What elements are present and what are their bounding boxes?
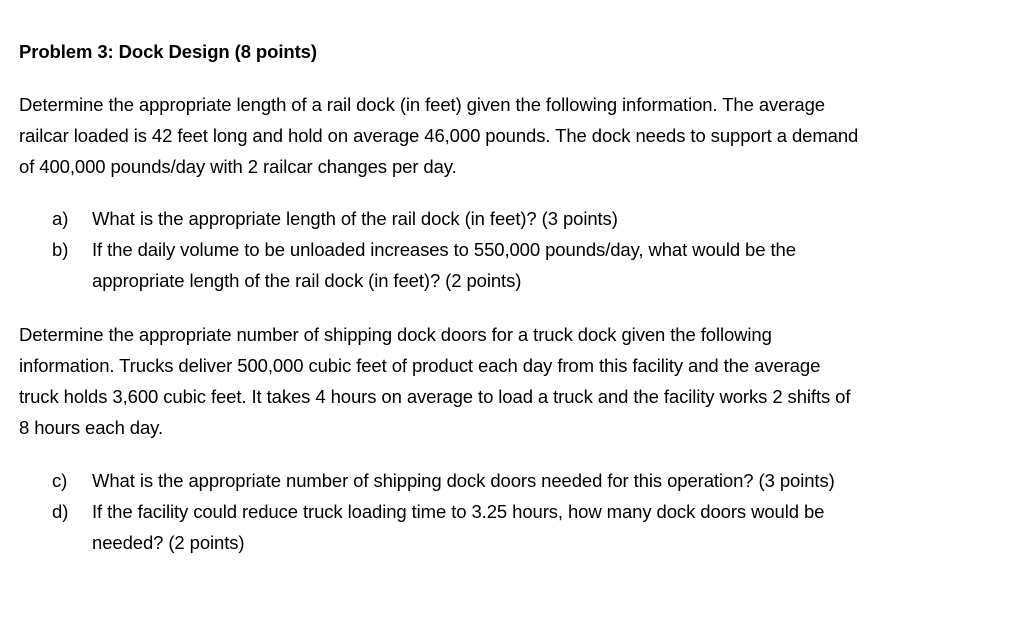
paragraph-line: 8 hours each day. bbox=[19, 417, 163, 438]
paragraph-line: truck holds 3,600 cubic feet. It takes 4 hours on average to load a truck and the facility works 2 shifts of bbox=[19, 386, 851, 407]
truck-dock-paragraph bbox=[19, 319, 1009, 443]
paragraph-line: Determine the appropriate number of shipping dock doors for a truck dock given the following bbox=[19, 324, 772, 345]
question-text: If the facility could reduce truck loading time to 3.25 hours, how many dock doors would be bbox=[92, 501, 825, 522]
paragraph-line: railcar loaded is 42 feet long and hold on average 46,000 pounds. The dock needs to support a demand bbox=[19, 125, 859, 146]
question-text: appropriate length of the rail dock (in feet)? (2 points) bbox=[92, 270, 522, 291]
question-text: needed? (2 points) bbox=[92, 532, 245, 553]
paragraph-line: of 400,000 pounds/day with 2 railcar changes per day. bbox=[19, 156, 457, 177]
question-a bbox=[19, 203, 1009, 234]
paragraph-line: information. Trucks deliver 500,000 cubic feet of product each day from this facility and the average bbox=[19, 355, 821, 376]
rail-dock-questions bbox=[19, 203, 1009, 296]
paragraph-line: Determine the appropriate length of a rail dock (in feet) given the following information. The average bbox=[19, 94, 825, 115]
question-text: If the daily volume to be unloaded increases to 550,000 pounds/day, what would be the bbox=[92, 239, 796, 260]
question-text: What is the appropriate number of shipping dock doors needed for this operation? (3 points) bbox=[92, 470, 835, 491]
problem-title: Problem 3: Dock Design (8 points) bbox=[19, 41, 317, 62]
truck-dock-questions bbox=[19, 465, 1009, 558]
question-b bbox=[19, 234, 1009, 296]
question-letter: a) bbox=[52, 208, 69, 229]
question-letter: d) bbox=[52, 501, 69, 522]
question-letter: b) bbox=[52, 239, 69, 260]
rail-dock-paragraph bbox=[19, 89, 1009, 182]
question-c bbox=[19, 465, 1009, 496]
question-letter: c) bbox=[52, 470, 68, 491]
question-text: What is the appropriate length of the rail dock (in feet)? (3 points) bbox=[92, 208, 618, 229]
question-d bbox=[19, 496, 1009, 558]
